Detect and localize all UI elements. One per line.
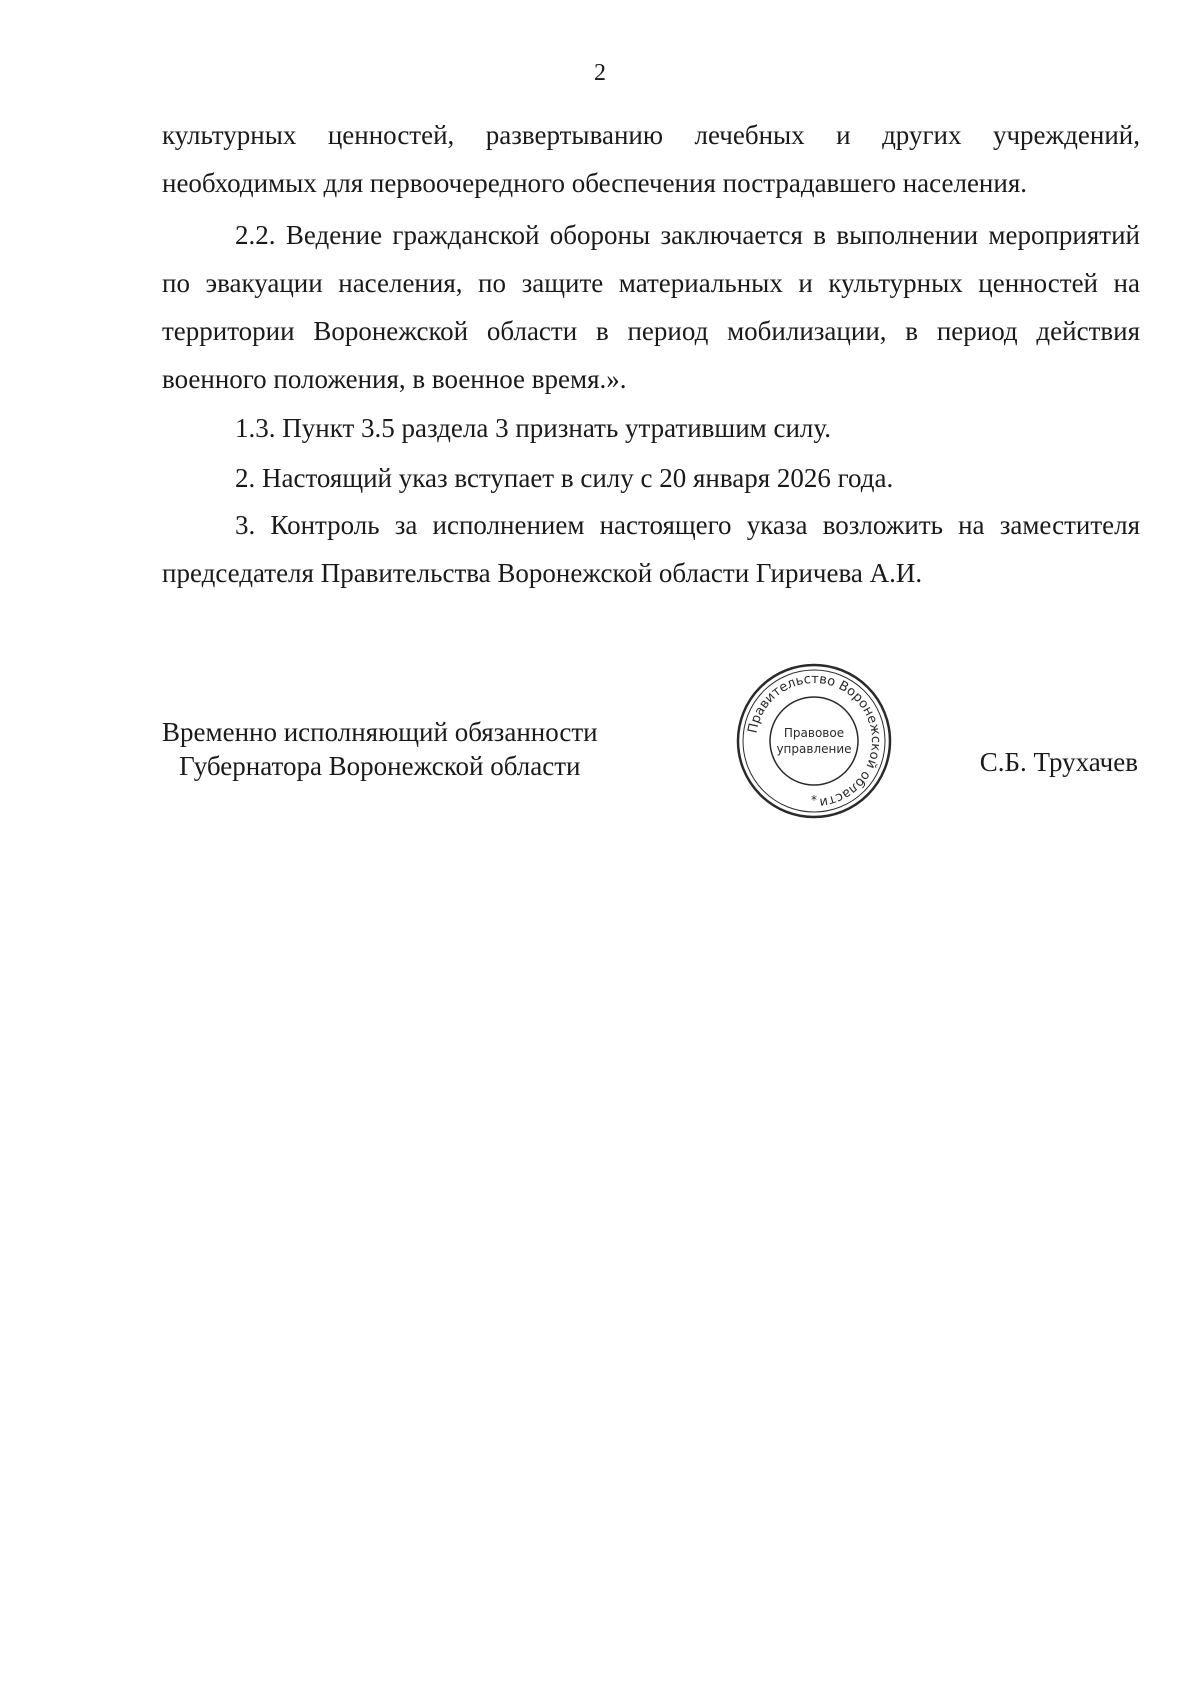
paragraph-2: 2. Настоящий указ вступает в силу с 20 января 2026 года. <box>235 463 894 493</box>
signatory-position-line-1: Временно исполняющий обязанности <box>162 717 598 747</box>
paragraph-3: 3. Контроль за исполнением настоящего указа возложить на заместителя председателя Правительства Воронежской области Гиричева А.И. <box>162 510 1140 588</box>
paragraph-1-3: 1.3. Пункт 3.5 раздела 3 признать утратившим силу. <box>235 413 831 443</box>
paragraph-continuation: культурных ценностей, развертыванию лечебных и других учреждений, необходимых для первоочередного обеспечения пострадавшего населения. <box>162 120 1140 198</box>
stamp-inner-ring <box>743 670 885 812</box>
stamp-center-ring <box>770 697 858 785</box>
stamp-star: * <box>811 793 817 807</box>
stamp-outer-text-path: Правительство Воронежской области <box>745 671 884 810</box>
signatory-name: С.Б. Трухачев <box>979 747 1138 777</box>
paragraph-2-2: 2.2. Ведение гражданской обороны заключается в выполнении мероприятий по эвакуации населения, по защите материальных и культурных ценностей на территории Воронежской области в период мобилизации, в период действия военного положения, в военное время.». <box>162 220 1140 394</box>
official-stamp <box>734 661 894 821</box>
stamp-seal <box>734 661 894 821</box>
page-number: 2 <box>594 60 606 86</box>
signatory-position <box>162 715 598 783</box>
stamp-inner-line-1: Правовое <box>783 726 845 740</box>
stamp-outer-text <box>745 672 883 810</box>
signatory-position-line-2: Губернатора Воронежской области <box>179 751 581 781</box>
stamp-inner-line-2: управление <box>776 742 852 756</box>
